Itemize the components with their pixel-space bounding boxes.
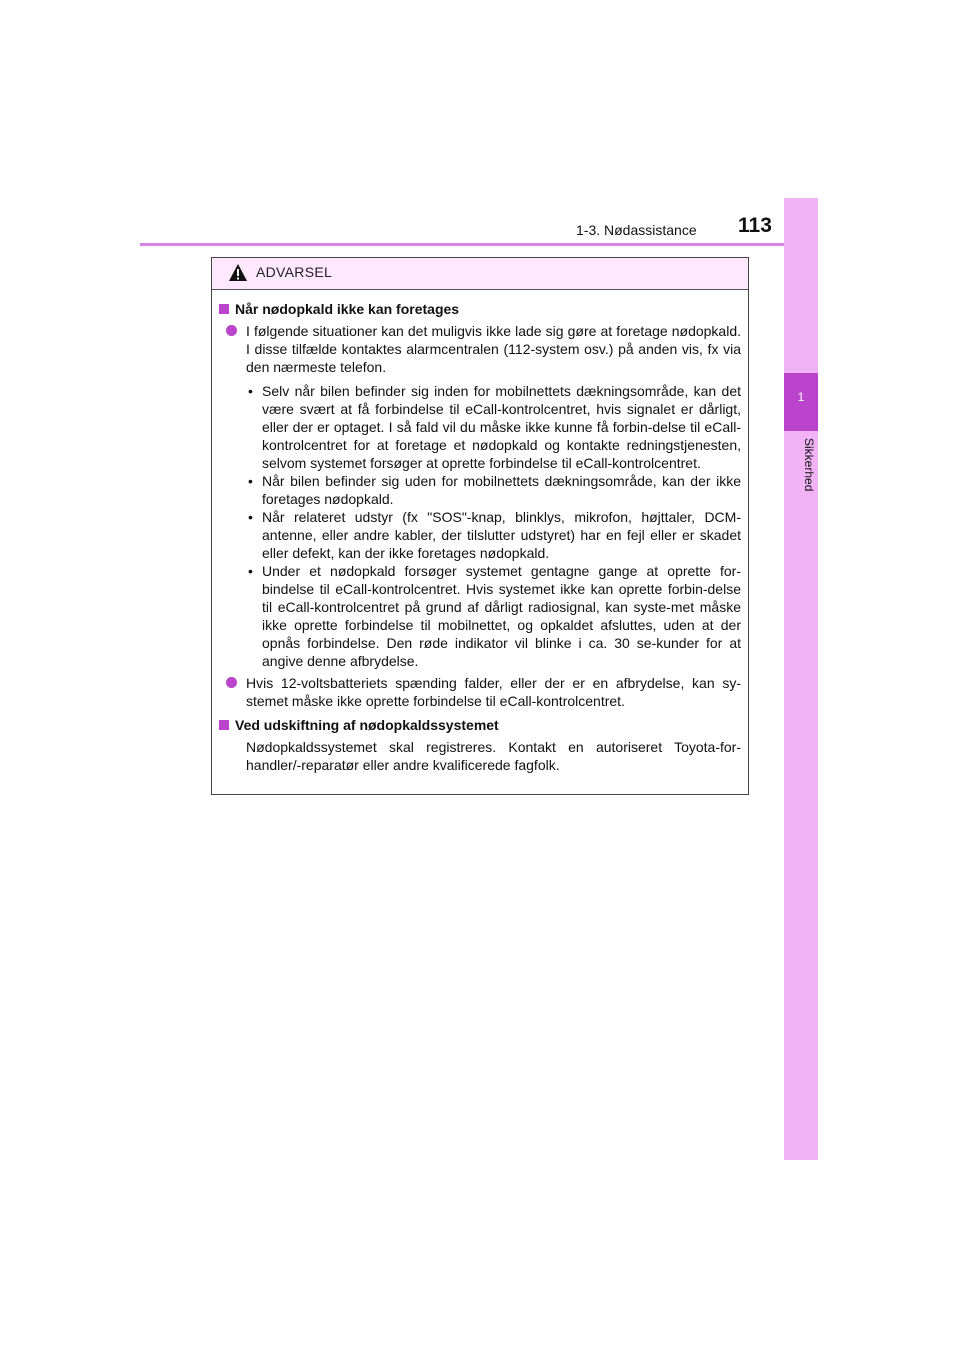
square-bullet-icon — [219, 720, 229, 730]
warning-header — [212, 258, 748, 290]
warning-triangle-icon — [228, 263, 248, 282]
list-item: • Under et nødopkald forsøger systemet gentagne gange at oprette for-bindelse til eCall-kontrolcentret. Hvis systemet ikke kan oprette forbin-delse til eCall-kontrolcentret på grund af dårligt radiosignal, kan syste-met måske ikke oprette forbindelse til mobilnettet, og opkaldet afsluttes, uden at der opnås forbindelse. Den røde indikator vil blinke i ca. 30 se-kunder for at angive denne afbrydelse. — [248, 563, 741, 669]
paragraph: Nødopkaldssystemet skal registreres. Kontakt en autoriseret Toyota-for-handler/-reparatør eller andre kvalificerede fagfolk. — [246, 739, 741, 773]
page-number: 113 — [738, 214, 772, 237]
section-heading: Ved udskiftning af nødopkaldssystemet — [215, 716, 748, 734]
warning-title: ADVARSEL — [256, 264, 333, 280]
square-bullet-icon — [219, 304, 229, 314]
list-item: Hvis 12-voltsbatteriets spænding falder, eller der er en afbrydelse, kan sy-stemet måske ikke oprette forbindelse til eCall-kontrolcentret. — [212, 674, 748, 710]
list-item: I følgende situationer kan det muligvis ikke lade sig gøre at foretage nødopkald. I disse tilfælde kontaktes alarmcentralen (112-system osv.) på anden vis, fx via den nærmeste telefon. — [212, 322, 748, 376]
chapter-label: Sikkerhed — [802, 438, 816, 492]
section-heading: Når nødopkald ikke kan foretages — [215, 300, 748, 318]
header-rule — [140, 243, 818, 246]
round-bullet-icon — [226, 677, 237, 688]
chapter-number: 1 — [797, 390, 805, 404]
round-bullet-icon — [226, 325, 237, 336]
warning-content — [212, 300, 748, 774]
list-item: • Når bilen befinder sig uden for mobilnettets dækningsområde, kan der ikke foretages nødopkald. — [248, 473, 741, 507]
list-item: • Selv når bilen befinder sig inden for mobilnettets dækningsområde, kan det være svært at få forbindelse til eCall-kontrolcentret, hvis signalet er dårligt, eller der er optaget. I så fald vil du måske ikke kunne få forbin-delse til eCall-kontrolcentret for at foretage et nødopkald og kontakte redningstjenesten, selvom systemet forsøger at oprette forbindelse til eCall-kontrolcentret. — [248, 383, 741, 471]
chapter-side-tab — [784, 198, 818, 1160]
warning-box — [211, 257, 749, 795]
section-title: 1-3. Nødassistance — [576, 222, 697, 238]
sub-bullet-list — [212, 382, 748, 670]
list-item: • Når relateret udstyr (fx "SOS"-knap, blinklys, mikrofon, højttaler, DCM-antenne, eller andre kabler, der tilslutter udstyret) har en fejl eller er skadet eller defekt, kan der ikke foretages nødopkald. — [248, 509, 741, 561]
